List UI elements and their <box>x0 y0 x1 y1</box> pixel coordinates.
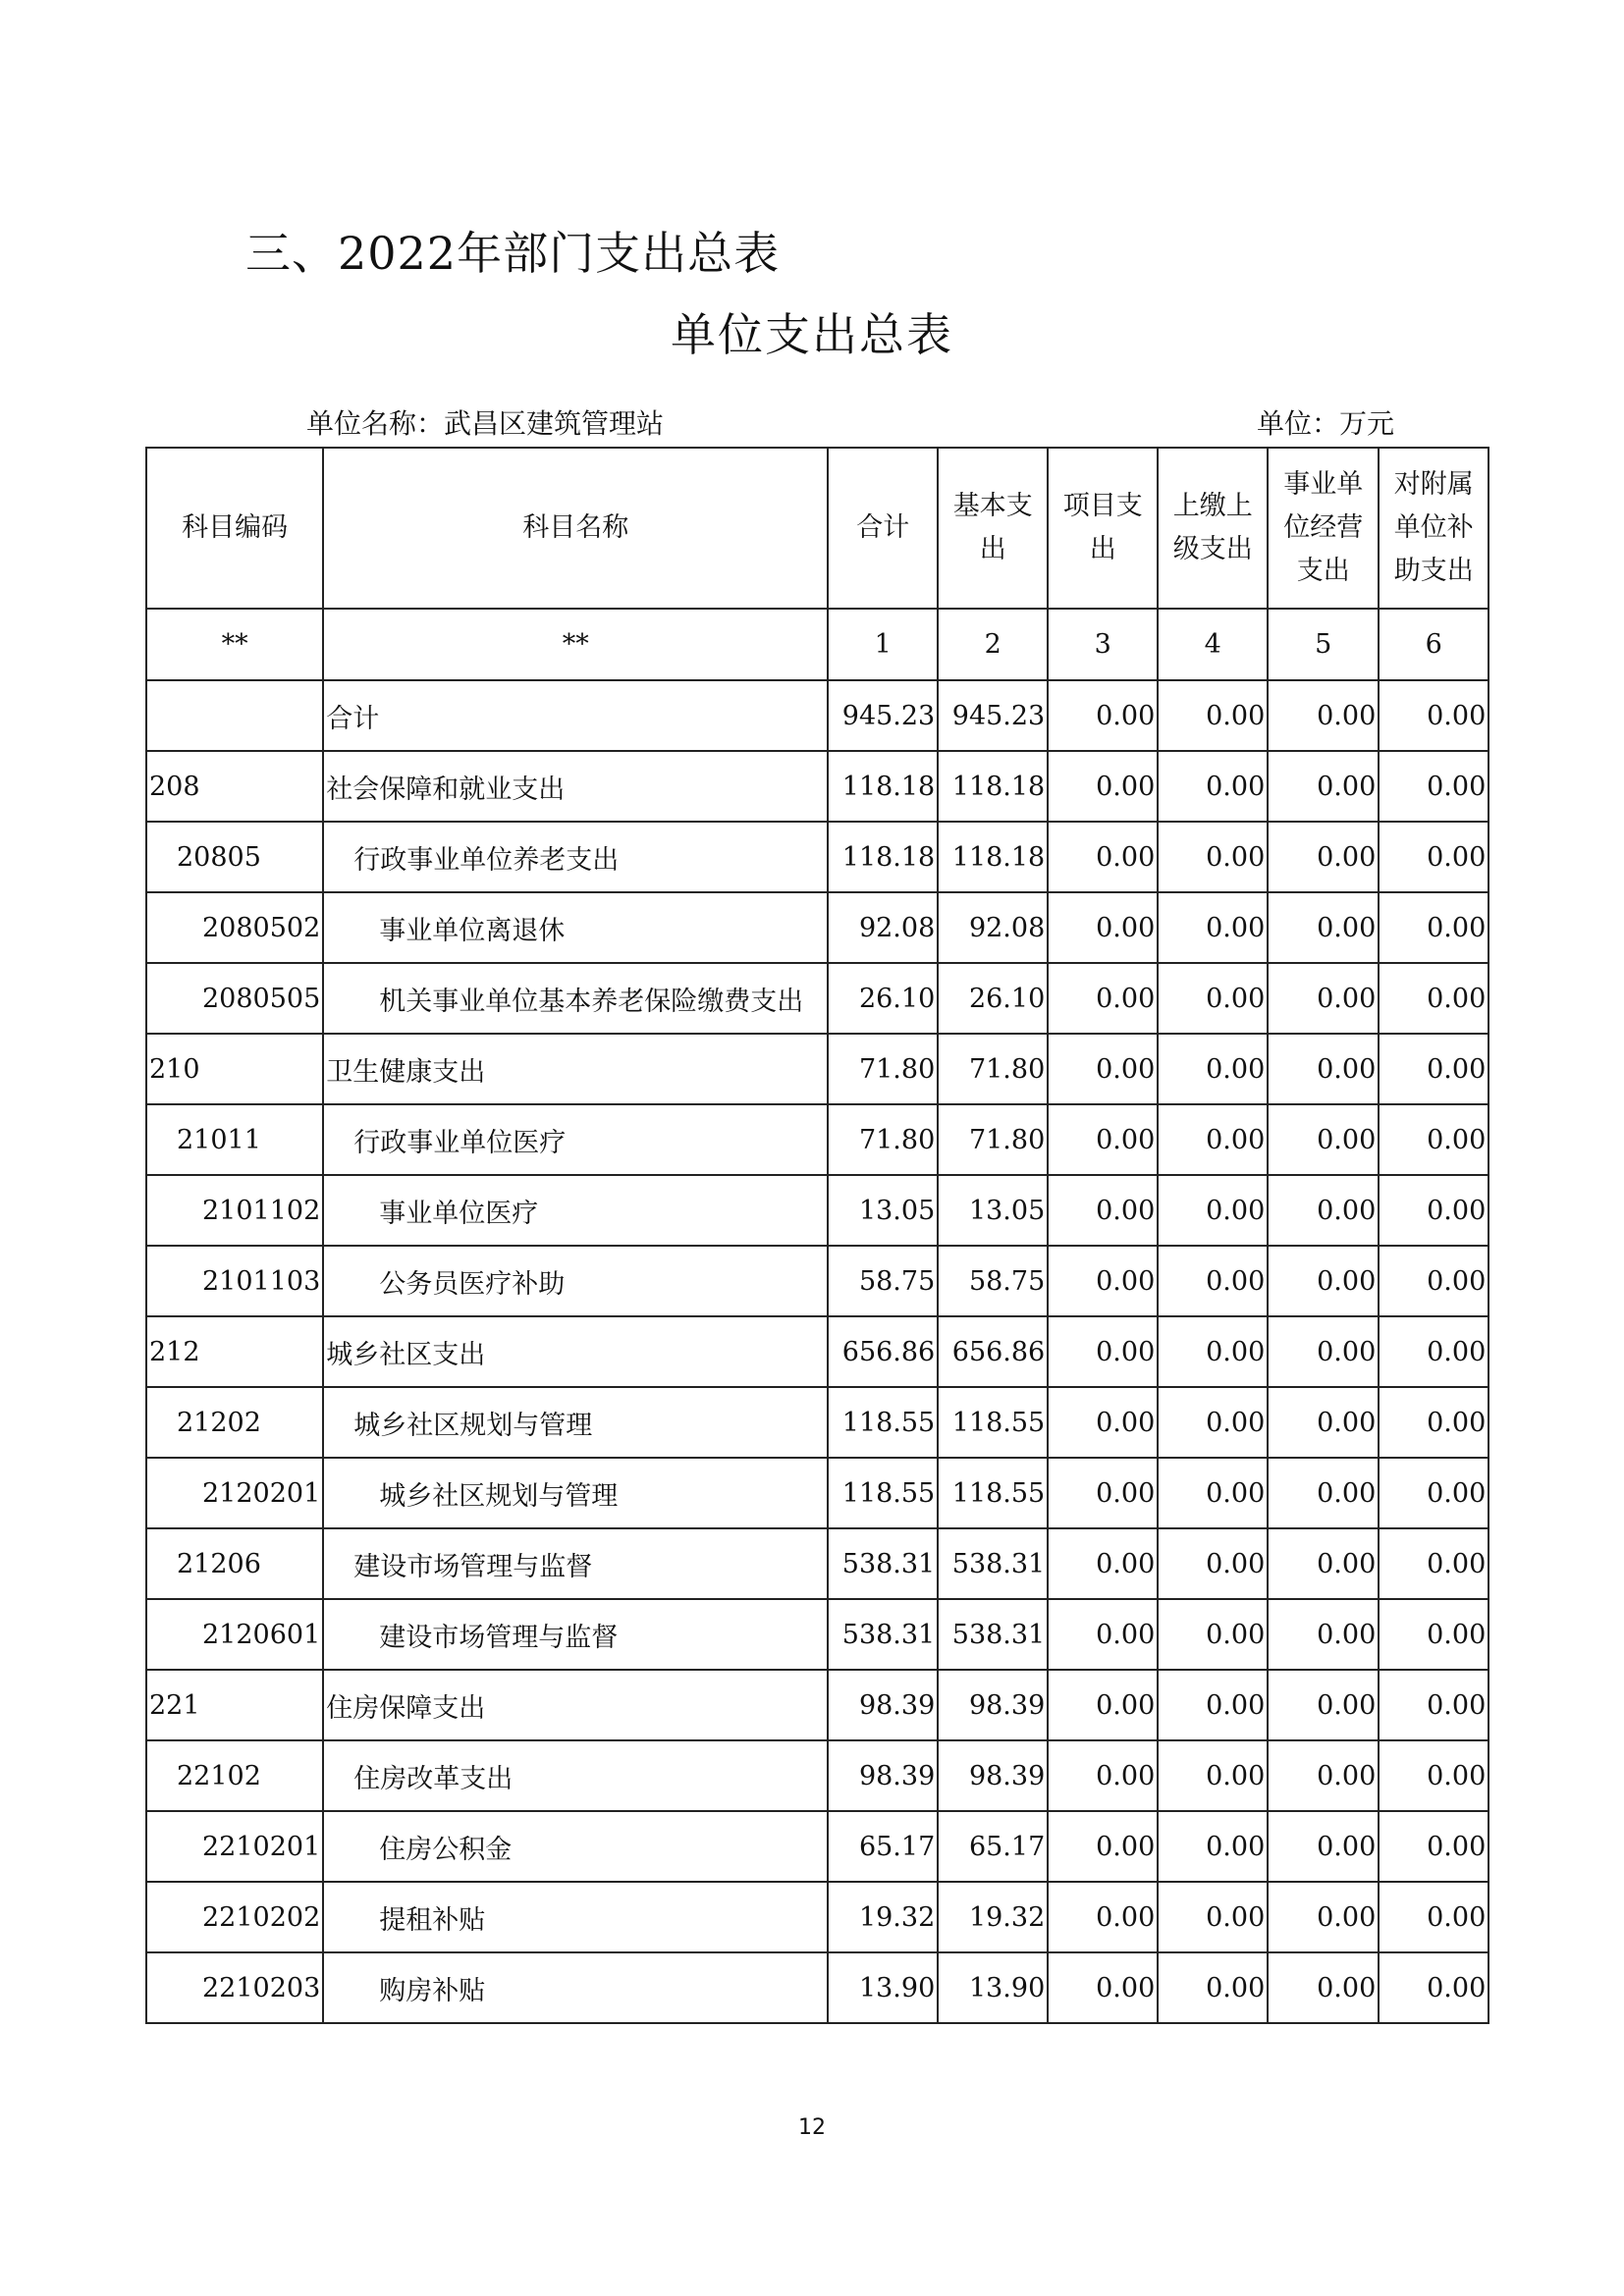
row-value: 0.00 <box>1268 1387 1379 1458</box>
row-value: 0.00 <box>1379 822 1489 892</box>
row-value: 0.00 <box>1048 822 1158 892</box>
row-value: 0.00 <box>1048 680 1158 751</box>
row-name: 住房改革支出 <box>323 1740 828 1811</box>
row-value: 92.08 <box>828 892 938 963</box>
row-value: 0.00 <box>1158 1528 1268 1599</box>
currency-unit: 单位：万元 <box>1257 407 1395 440</box>
row-name: 建设市场管理与监督 <box>323 1528 828 1599</box>
row-value: 71.80 <box>828 1034 938 1104</box>
row-value: 0.00 <box>1158 822 1268 892</box>
row-value: 0.00 <box>1048 1670 1158 1740</box>
table-row <box>146 751 1489 822</box>
row-value: 0.00 <box>1379 1034 1489 1104</box>
table-row <box>146 1175 1489 1246</box>
row-value: 0.00 <box>1268 1104 1379 1175</box>
row-value: 0.00 <box>1268 1458 1379 1528</box>
row-value: 65.17 <box>828 1811 938 1882</box>
row-value: 0.00 <box>1158 680 1268 751</box>
row-value: 0.00 <box>1158 892 1268 963</box>
row-value: 0.00 <box>1048 1316 1158 1387</box>
row-value: 0.00 <box>1158 1952 1268 2023</box>
row-value: 0.00 <box>1379 892 1489 963</box>
header-code: 科目编码 <box>146 448 323 609</box>
row-name: 建设市场管理与监督 <box>323 1599 828 1670</box>
header-total: 合计 <box>828 448 938 609</box>
row-value: 0.00 <box>1268 1952 1379 2023</box>
row-value: 58.75 <box>828 1246 938 1316</box>
row-value: 0.00 <box>1268 1882 1379 1952</box>
row-value: 0.00 <box>1158 1246 1268 1316</box>
row-code: 2101102 <box>146 1175 323 1246</box>
table-row <box>146 963 1489 1034</box>
row-value: 0.00 <box>1158 963 1268 1034</box>
row-code: 208 <box>146 751 323 822</box>
row-value: 92.08 <box>938 892 1048 963</box>
row-value: 118.55 <box>938 1387 1048 1458</box>
row-value: 0.00 <box>1379 1387 1489 1458</box>
row-value: 65.17 <box>938 1811 1048 1882</box>
row-code: 221 <box>146 1670 323 1740</box>
header-remit: 上缴上级支出 <box>1158 448 1268 609</box>
row-value: 0.00 <box>1048 1387 1158 1458</box>
row-value: 0.00 <box>1158 1670 1268 1740</box>
row-name: 城乡社区规划与管理 <box>323 1387 828 1458</box>
row-value: 0.00 <box>1158 1316 1268 1387</box>
row-value: 538.31 <box>938 1599 1048 1670</box>
row-value: 0.00 <box>1048 1034 1158 1104</box>
row-value: 0.00 <box>1379 680 1489 751</box>
row-value: 0.00 <box>1268 963 1379 1034</box>
table-row <box>146 1599 1489 1670</box>
row-value: 0.00 <box>1268 680 1379 751</box>
index-cell: 6 <box>1379 609 1489 680</box>
table-row <box>146 1811 1489 1882</box>
row-name: 购房补贴 <box>323 1952 828 2023</box>
row-value: 0.00 <box>1048 963 1158 1034</box>
table-row <box>146 1528 1489 1599</box>
row-value: 0.00 <box>1158 1104 1268 1175</box>
row-value: 0.00 <box>1048 1599 1158 1670</box>
row-value: 98.39 <box>938 1740 1048 1811</box>
document-title: 单位支出总表 <box>671 308 953 361</box>
row-value: 0.00 <box>1268 1670 1379 1740</box>
table-row <box>146 1246 1489 1316</box>
row-value: 0.00 <box>1048 1740 1158 1811</box>
table-row <box>146 1387 1489 1458</box>
table-row <box>146 680 1489 751</box>
row-value: 0.00 <box>1379 1811 1489 1882</box>
row-value: 98.39 <box>828 1740 938 1811</box>
row-value: 118.55 <box>938 1458 1048 1528</box>
row-value: 0.00 <box>1379 1316 1489 1387</box>
header-project: 项目支出 <box>1048 448 1158 609</box>
table-row <box>146 1034 1489 1104</box>
table-row <box>146 1740 1489 1811</box>
row-code: 2080502 <box>146 892 323 963</box>
header-subsidy: 对附属单位补助支出 <box>1379 448 1489 609</box>
row-value: 538.31 <box>938 1528 1048 1599</box>
row-value: 0.00 <box>1268 1811 1379 1882</box>
row-code: 21011 <box>146 1104 323 1175</box>
index-cell: 3 <box>1048 609 1158 680</box>
table-row <box>146 1882 1489 1952</box>
row-code: 2210202 <box>146 1882 323 1952</box>
table-row <box>146 1316 1489 1387</box>
row-value: 13.05 <box>828 1175 938 1246</box>
row-value: 0.00 <box>1048 1104 1158 1175</box>
row-value: 13.05 <box>938 1175 1048 1246</box>
row-value: 0.00 <box>1268 751 1379 822</box>
row-value: 0.00 <box>1048 1528 1158 1599</box>
row-code: 21206 <box>146 1528 323 1599</box>
row-value: 0.00 <box>1158 751 1268 822</box>
section-heading: 三、2022年部门支出总表 <box>245 227 781 280</box>
row-value: 71.80 <box>938 1034 1048 1104</box>
row-name: 事业单位医疗 <box>323 1175 828 1246</box>
index-cell: 2 <box>938 609 1048 680</box>
row-code: 2210201 <box>146 1811 323 1882</box>
row-code: 2080505 <box>146 963 323 1034</box>
row-value: 0.00 <box>1158 1387 1268 1458</box>
row-value: 118.18 <box>938 751 1048 822</box>
row-value: 0.00 <box>1158 1882 1268 1952</box>
row-code: 2120201 <box>146 1458 323 1528</box>
row-code: 2210203 <box>146 1952 323 2023</box>
row-value: 0.00 <box>1048 1952 1158 2023</box>
row-value: 0.00 <box>1048 892 1158 963</box>
row-code <box>146 680 323 751</box>
row-value: 0.00 <box>1048 1246 1158 1316</box>
index-cell: ** <box>146 609 323 680</box>
row-value: 0.00 <box>1379 963 1489 1034</box>
table-body <box>146 680 1489 2023</box>
row-value: 538.31 <box>828 1599 938 1670</box>
row-value: 0.00 <box>1158 1599 1268 1670</box>
row-code: 22102 <box>146 1740 323 1811</box>
row-value: 0.00 <box>1379 1882 1489 1952</box>
row-value: 0.00 <box>1379 1670 1489 1740</box>
row-value: 19.32 <box>938 1882 1048 1952</box>
row-value: 0.00 <box>1379 1104 1489 1175</box>
row-value: 0.00 <box>1268 1316 1379 1387</box>
row-value: 0.00 <box>1379 1458 1489 1528</box>
row-value: 71.80 <box>828 1104 938 1175</box>
row-name: 城乡社区支出 <box>323 1316 828 1387</box>
row-value: 0.00 <box>1048 751 1158 822</box>
row-code: 20805 <box>146 822 323 892</box>
row-value: 118.18 <box>828 751 938 822</box>
row-value: 0.00 <box>1379 1246 1489 1316</box>
row-value: 71.80 <box>938 1104 1048 1175</box>
row-name: 社会保障和就业支出 <box>323 751 828 822</box>
row-value: 0.00 <box>1048 1811 1158 1882</box>
expenditure-table <box>145 447 1489 2024</box>
index-cell: 5 <box>1268 609 1379 680</box>
row-value: 0.00 <box>1379 1740 1489 1811</box>
index-cell: 1 <box>828 609 938 680</box>
table-row <box>146 892 1489 963</box>
row-value: 945.23 <box>938 680 1048 751</box>
table-row <box>146 1670 1489 1740</box>
row-value: 98.39 <box>938 1670 1048 1740</box>
row-value: 538.31 <box>828 1528 938 1599</box>
table-row <box>146 822 1489 892</box>
row-value: 0.00 <box>1048 1458 1158 1528</box>
row-value: 0.00 <box>1268 892 1379 963</box>
row-value: 0.00 <box>1268 1528 1379 1599</box>
row-value: 0.00 <box>1158 1175 1268 1246</box>
row-value: 0.00 <box>1268 1034 1379 1104</box>
row-name: 事业单位离退休 <box>323 892 828 963</box>
row-value: 0.00 <box>1048 1175 1158 1246</box>
row-value: 0.00 <box>1158 1811 1268 1882</box>
row-name: 城乡社区规划与管理 <box>323 1458 828 1528</box>
row-value: 945.23 <box>828 680 938 751</box>
index-row <box>146 609 1489 680</box>
header-operating: 事业单位经营支出 <box>1268 448 1379 609</box>
row-value: 98.39 <box>828 1670 938 1740</box>
row-value: 0.00 <box>1158 1458 1268 1528</box>
header-row <box>146 448 1489 609</box>
row-value: 0.00 <box>1379 1599 1489 1670</box>
row-code: 210 <box>146 1034 323 1104</box>
row-value: 58.75 <box>938 1246 1048 1316</box>
row-code: 21202 <box>146 1387 323 1458</box>
row-value: 26.10 <box>938 963 1048 1034</box>
row-value: 118.55 <box>828 1458 938 1528</box>
row-value: 118.55 <box>828 1387 938 1458</box>
row-value: 0.00 <box>1379 1528 1489 1599</box>
row-value: 0.00 <box>1158 1034 1268 1104</box>
table-row <box>146 1952 1489 2023</box>
header-basic: 基本支出 <box>938 448 1048 609</box>
row-value: 0.00 <box>1379 1175 1489 1246</box>
header-name: 科目名称 <box>323 448 828 609</box>
row-value: 0.00 <box>1268 1740 1379 1811</box>
row-value: 0.00 <box>1379 751 1489 822</box>
row-name: 机关事业单位基本养老保险缴费支出 <box>323 963 828 1034</box>
row-value: 26.10 <box>828 963 938 1034</box>
row-code: 212 <box>146 1316 323 1387</box>
index-cell: ** <box>323 609 828 680</box>
row-value: 118.18 <box>828 822 938 892</box>
row-name: 住房保障支出 <box>323 1670 828 1740</box>
row-name: 提租补贴 <box>323 1882 828 1952</box>
row-name: 行政事业单位养老支出 <box>323 822 828 892</box>
row-code: 2101103 <box>146 1246 323 1316</box>
row-name: 行政事业单位医疗 <box>323 1104 828 1175</box>
row-value: 118.18 <box>938 822 1048 892</box>
table-row <box>146 1458 1489 1528</box>
row-value: 656.86 <box>828 1316 938 1387</box>
row-value: 656.86 <box>938 1316 1048 1387</box>
row-name: 合计 <box>323 680 828 751</box>
row-name: 住房公积金 <box>323 1811 828 1882</box>
row-value: 0.00 <box>1048 1882 1158 1952</box>
row-value: 0.00 <box>1268 1175 1379 1246</box>
page-number: 12 <box>798 2115 826 2140</box>
row-value: 0.00 <box>1158 1740 1268 1811</box>
row-name: 卫生健康支出 <box>323 1034 828 1104</box>
row-name: 公务员医疗补助 <box>323 1246 828 1316</box>
row-value: 13.90 <box>828 1952 938 2023</box>
index-cell: 4 <box>1158 609 1268 680</box>
row-value: 0.00 <box>1379 1952 1489 2023</box>
unit-name: 单位名称：武昌区建筑管理站 <box>306 407 665 440</box>
table-row <box>146 1104 1489 1175</box>
row-value: 13.90 <box>938 1952 1048 2023</box>
row-value: 19.32 <box>828 1882 938 1952</box>
row-value: 0.00 <box>1268 822 1379 892</box>
row-value: 0.00 <box>1268 1246 1379 1316</box>
row-value: 0.00 <box>1268 1599 1379 1670</box>
row-code: 2120601 <box>146 1599 323 1670</box>
